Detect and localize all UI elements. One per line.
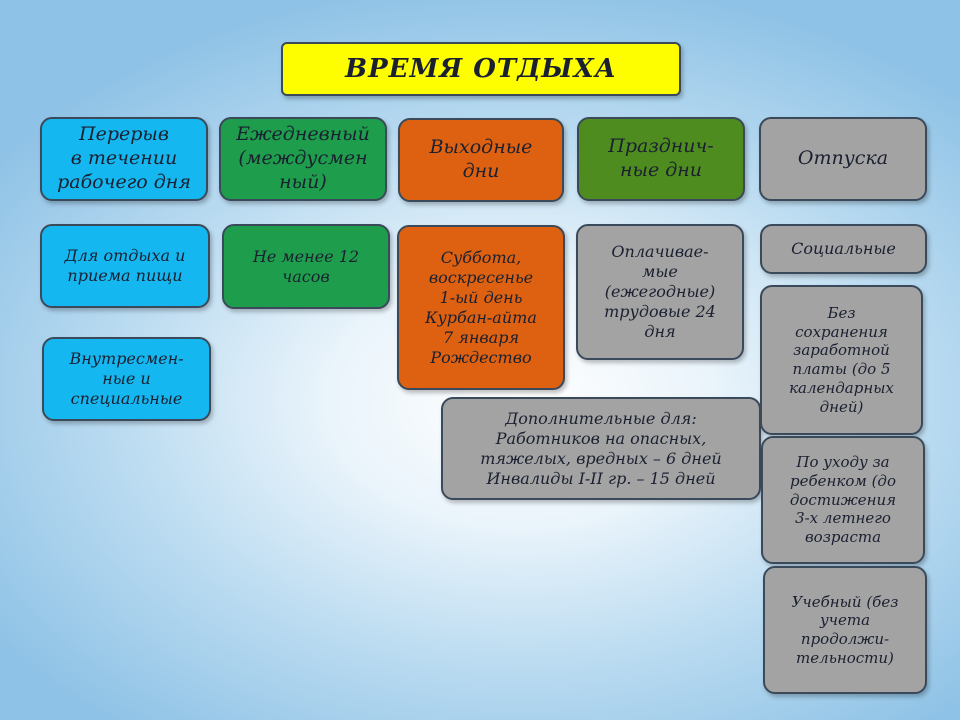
detail-vacation-social xyxy=(760,224,927,274)
detail-vacation-study-text: Учебный (без учета продолжи- тельности) xyxy=(791,592,899,667)
detail-additional xyxy=(441,397,761,500)
category-vacation-label: Отпуска xyxy=(797,147,889,170)
category-holiday xyxy=(577,117,745,201)
category-holiday-label: Празднич- ные дни xyxy=(608,135,714,181)
detail-weekend-days-text: Суббота, воскресенье 1-ый день Курбан-айта 7 января Рождество xyxy=(425,247,537,367)
detail-daily-min xyxy=(222,224,390,309)
category-daily xyxy=(219,117,387,201)
category-weekend-label: Выходные дни xyxy=(429,136,533,182)
detail-vacation-child xyxy=(761,436,925,564)
detail-break-special-text: Внутресмен- ные и специальные xyxy=(69,349,184,408)
detail-vacation-unpaid xyxy=(760,285,923,435)
detail-daily-min-text: Не менее 12 часов xyxy=(252,246,360,286)
detail-additional-text: Дополнительные для: Работников на опасных, тяжелых, вредных – 6 дней Инвалиды I-II гр. – 15 дней xyxy=(480,408,722,488)
detail-break-rest-text: Для отдыха и приема пищи xyxy=(64,246,186,285)
detail-holiday-paid-text: Оплачивае- мые (ежегодные) трудовые 24 дня xyxy=(604,242,716,341)
detail-vacation-child-text: По уходу за ребенком (до достижения 3-х летнего возраста xyxy=(789,453,897,547)
category-break xyxy=(40,117,208,201)
detail-break-special xyxy=(42,337,211,421)
title-text: ВРЕМЯ ОТДЫХА xyxy=(345,53,617,84)
category-weekend xyxy=(398,118,564,202)
detail-vacation-unpaid-text: Без сохранения заработной платы (до 5 календарных дней) xyxy=(789,303,894,416)
detail-break-rest xyxy=(40,224,210,308)
category-vacation xyxy=(759,117,927,201)
page-title xyxy=(281,42,681,96)
detail-vacation-social-text: Социальные xyxy=(791,239,896,258)
detail-weekend-days xyxy=(397,225,565,390)
detail-vacation-study xyxy=(763,566,927,694)
detail-holiday-paid xyxy=(576,224,744,360)
category-daily-label: Ежедневный (междусмен ный) xyxy=(236,123,370,193)
category-break-label: Перерыв в течении рабочего дня xyxy=(57,123,191,193)
